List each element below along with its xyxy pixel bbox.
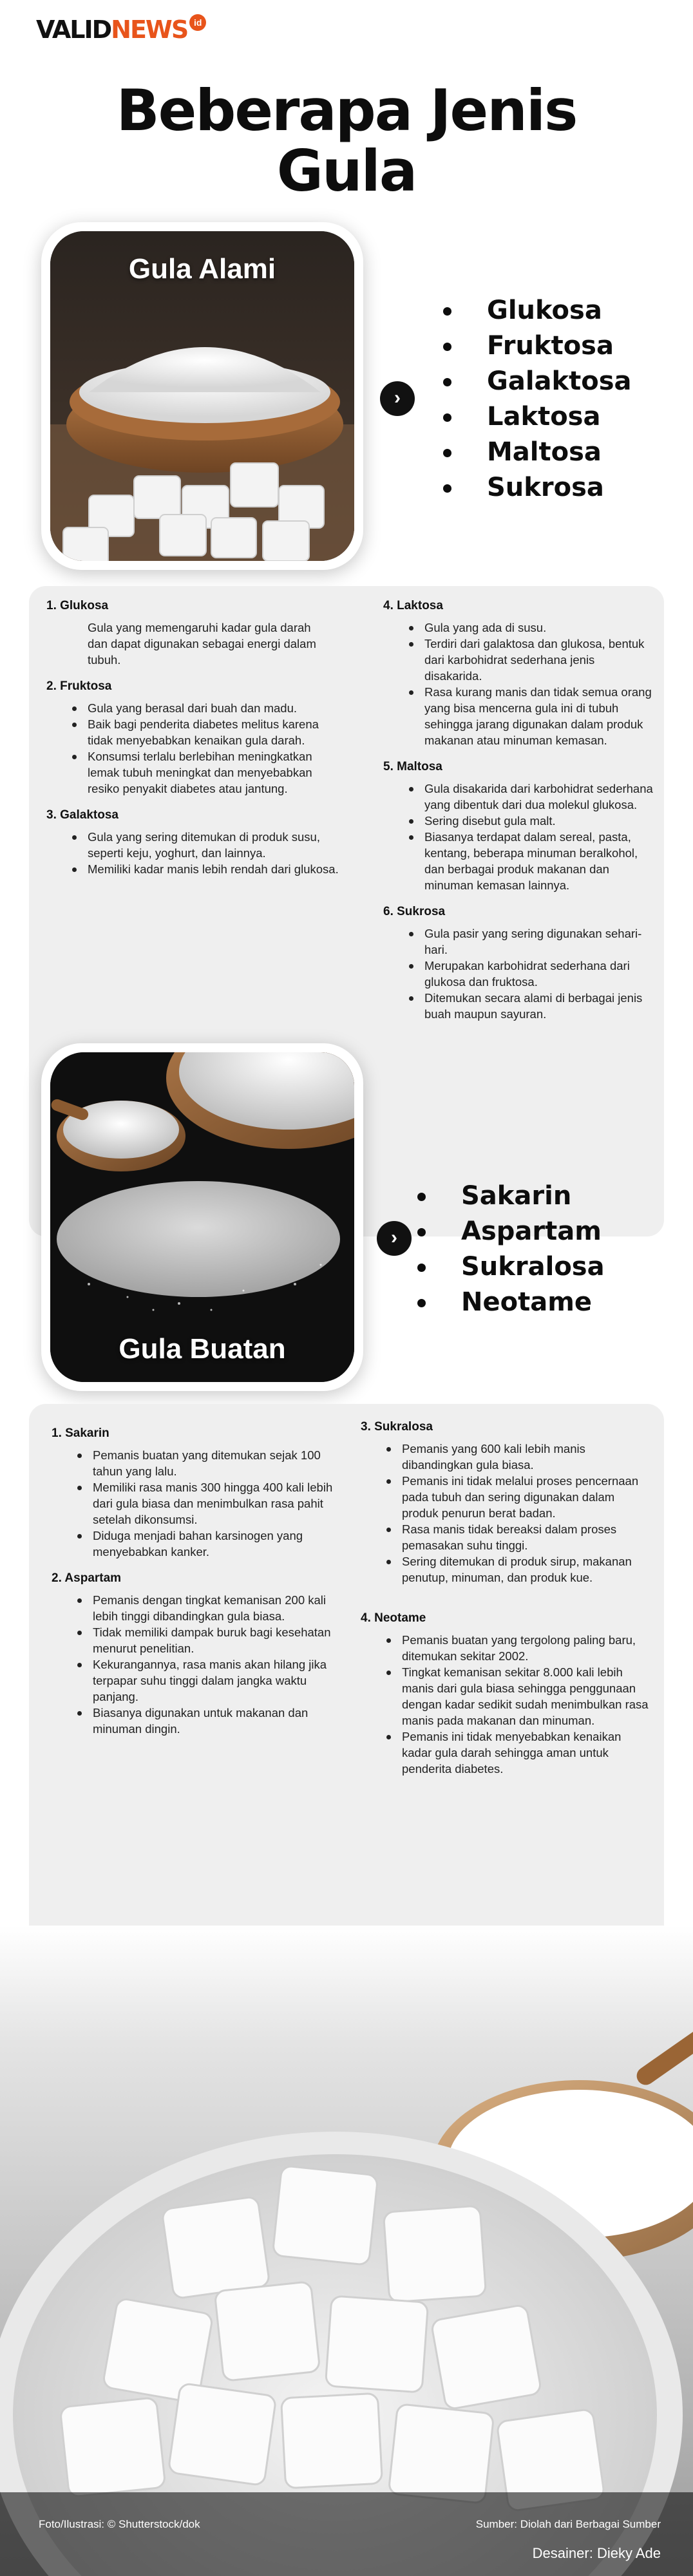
list-item: Gula yang berasal dari buah dan madu. bbox=[46, 700, 343, 716]
list-item: Pemanis ini tidak melalui proses pencernaan pada tubuh dan sering digunakan dalam produk penurun berat badan. bbox=[361, 1473, 650, 1521]
section-title: 1. Sakarin bbox=[52, 1426, 109, 1440]
list-item: Terdiri dari galaktosa dan glukosa, bentuk dari karbohidrat sederhana jenis disakarida. bbox=[383, 636, 654, 684]
list-item: Biasanya terdapat dalam sereal, pasta, kentang, beberapa minuman beralkohol, dan berbagai produk makanan dan minuman kemasan lainnya. bbox=[383, 829, 654, 893]
natural-right-column bbox=[383, 599, 654, 1034]
list-item: Gula yang ada di susu. bbox=[383, 620, 654, 636]
natural-arrow-icon: › bbox=[380, 381, 415, 416]
artificial-sugar-label: Gula Buatan bbox=[119, 1333, 286, 1365]
artificial-right-column bbox=[361, 1420, 650, 1788]
natural-left-column bbox=[46, 599, 343, 889]
list-item: Tingkat kemanisan sekitar 8.000 kali lebih manis dari gula biasa sehingga penggunaan dengan kadar sedikit sudah menimbulkan rasa manis pada makanan dan minuman. bbox=[361, 1664, 650, 1728]
section-list bbox=[52, 1592, 341, 1737]
natural-type-item: Maltosa bbox=[438, 435, 632, 470]
section-title: 2. Fruktosa bbox=[46, 679, 112, 693]
section-title: 3. Sukralosa bbox=[361, 1420, 433, 1434]
list-item: Diduga menjadi bahan karsinogen yang menyebabkan kanker. bbox=[52, 1528, 341, 1560]
list-item: Pemanis ini tidak menyebabkan kenaikan kadar gula darah sehingga aman untuk penderita diabetes. bbox=[361, 1728, 650, 1777]
list-item: Sering ditemukan di produk sirup, makanan penutup, minuman, dan produk kue. bbox=[361, 1553, 650, 1586]
list-item: Gula disakarida dari karbohidrat sederhana yang dibentuk dari dua molekul glukosa. bbox=[383, 781, 654, 813]
list-item: Baik bagi penderita diabetes melitus karena tidak menyebabkan kenaikan gula darah. bbox=[46, 716, 343, 748]
section-list bbox=[383, 620, 654, 748]
section-title: 1. Glukosa bbox=[46, 599, 109, 612]
list-item: Sering disebut gula malt. bbox=[383, 813, 654, 829]
section-list bbox=[361, 1441, 650, 1586]
list-item: Tidak memiliki dampak buruk bagi kesehatan menurut penelitian. bbox=[52, 1624, 341, 1656]
title-line-1: Beberapa Jenis bbox=[116, 77, 577, 144]
logo-news-text: NEWS bbox=[111, 15, 188, 44]
list-item: Rasa manis tidak bereaksi dalam proses pemasakan suhu tinggi. bbox=[361, 1521, 650, 1553]
list-item: Merupakan karbohidrat sederhana dari glukosa dan fruktosa. bbox=[383, 958, 654, 990]
list-item: Memiliki rasa manis 300 hingga 400 kali lebih dari gula biasa dan menimbulkan rasa pahit setelah dikonsumsi. bbox=[52, 1479, 341, 1528]
list-item: Rasa kurang manis dan tidak semua orang yang bisa mencerna gula ini di tubuh sehingga jarang digunakan dalam produk makanan atau minuman kemasan. bbox=[383, 684, 654, 748]
list-item: Pemanis yang 600 kali lebih manis dibandingkan gula biasa. bbox=[361, 1441, 650, 1473]
section-list bbox=[46, 700, 343, 797]
artificial-type-item: Neotame bbox=[412, 1285, 605, 1320]
list-item: Konsumsi terlalu berlebihan meningkatkan lemak tubuh meningkat dan menyebabkan resiko penyakit diabetes atau jantung. bbox=[46, 748, 343, 797]
section-list bbox=[383, 781, 654, 893]
section-title: 5. Maltosa bbox=[383, 760, 442, 773]
artificial-sugar-photo-frame bbox=[41, 1043, 363, 1391]
list-item: Pemanis dengan tingkat kemanisan 200 kali lebih tinggi dibandingkan gula biasa. bbox=[52, 1592, 341, 1624]
list-item: Gula yang sering ditemukan di produk susu, seperti keju, yoghurt, dan lainnya. bbox=[46, 829, 343, 861]
artificial-type-item: Sakarin bbox=[412, 1179, 605, 1214]
title-line-2: Gula bbox=[276, 138, 417, 204]
sugar-cubes-bowl-illustration bbox=[0, 1926, 693, 2576]
section-title: 4. Neotame bbox=[361, 1611, 426, 1625]
artificial-type-item: Sukralosa bbox=[412, 1249, 605, 1285]
page-title bbox=[0, 77, 693, 204]
list-item: Memiliki kadar manis lebih rendah dari glukosa. bbox=[46, 861, 343, 877]
list-item: Ditemukan secara alami di berbagai jenis buah maupun sayuran. bbox=[383, 990, 654, 1022]
list-item: Pemanis buatan yang tergolong paling baru, ditemukan sekitar 2002. bbox=[361, 1632, 650, 1664]
section-title: 2. Aspartam bbox=[52, 1571, 122, 1585]
list-item: Kekurangannya, rasa manis akan hilang jika terpapar suhu tinggi dalam jangka waktu panjang. bbox=[52, 1656, 341, 1705]
list-item: Gula pasir yang sering digunakan sehari-hari. bbox=[383, 925, 654, 958]
photo-credit: Foto/Ilustrasi: © Shutterstock/dok bbox=[39, 2518, 200, 2530]
natural-sugar-label: Gula Alami bbox=[128, 253, 276, 285]
section-list bbox=[52, 1447, 341, 1560]
footer-photo bbox=[0, 1926, 693, 2576]
section-title: 3. Galaktosa bbox=[46, 808, 119, 822]
validnews-logo[interactable] bbox=[36, 15, 206, 44]
section-list bbox=[46, 829, 343, 877]
artificial-types-list bbox=[412, 1179, 605, 1320]
natural-type-item: Sukrosa bbox=[438, 470, 632, 506]
section-list bbox=[383, 925, 654, 1022]
designer-text: Desainer: Dieky Ade bbox=[532, 2545, 661, 2561]
natural-types-list bbox=[438, 293, 632, 506]
logo-id-badge: id bbox=[189, 14, 206, 31]
natural-type-item: Galaktosa bbox=[438, 364, 632, 399]
section-title: 6. Sukrosa bbox=[383, 905, 446, 918]
natural-type-item: Fruktosa bbox=[438, 328, 632, 364]
artificial-left-column bbox=[52, 1426, 341, 1748]
section-title: 4. Laktosa bbox=[383, 599, 443, 612]
artificial-type-item: Aspartam bbox=[412, 1214, 605, 1249]
section-list bbox=[361, 1632, 650, 1777]
artificial-arrow-icon: › bbox=[377, 1221, 412, 1256]
natural-type-item: Glukosa bbox=[438, 293, 632, 328]
natural-type-item: Laktosa bbox=[438, 399, 632, 435]
logo-valid-text: VALID bbox=[36, 15, 111, 44]
list-item: Pemanis buatan yang ditemukan sejak 100 tahun yang lalu. bbox=[52, 1447, 341, 1479]
artificial-sugar-photo bbox=[50, 1052, 354, 1382]
natural-sugar-photo bbox=[50, 231, 354, 561]
list-item: Biasanya digunakan untuk makanan dan minuman dingin. bbox=[52, 1705, 341, 1737]
source-text: Sumber: Diolah dari Berbagai Sumber bbox=[475, 2518, 661, 2530]
section-text: Gula yang memengaruhi kadar gula darah dan dapat digunakan sebagai energi dalam tubuh. bbox=[88, 621, 316, 667]
natural-sugar-photo-frame bbox=[41, 222, 363, 570]
